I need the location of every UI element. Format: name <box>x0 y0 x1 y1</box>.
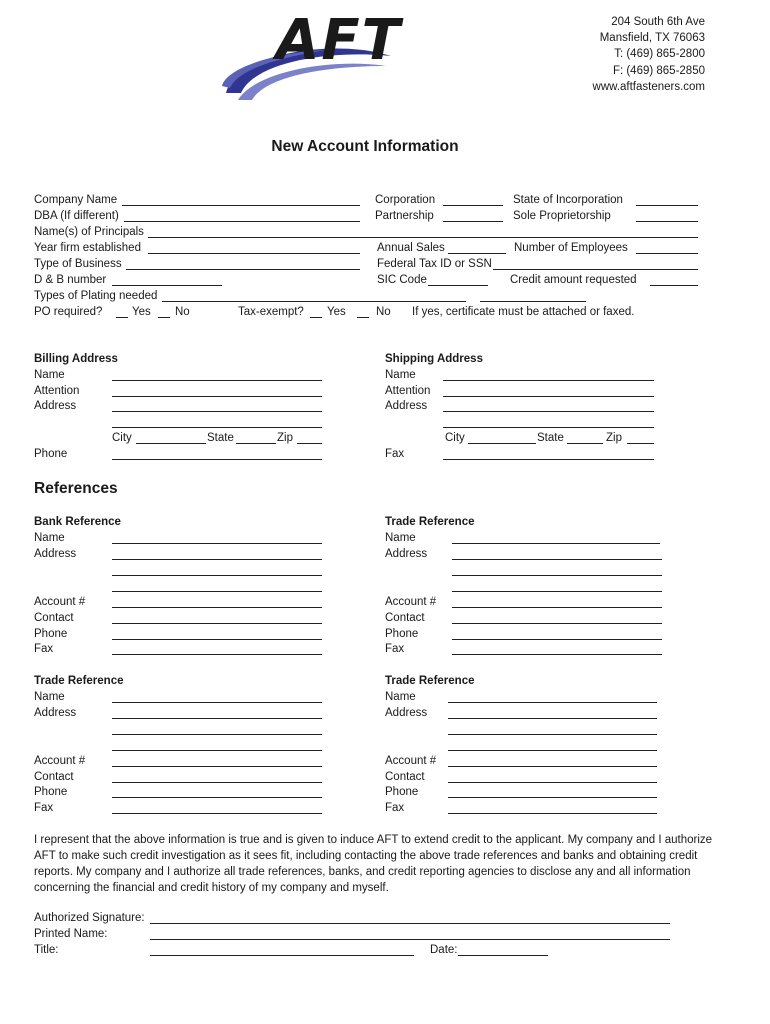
signature-field[interactable] <box>150 923 670 924</box>
company-logo <box>216 8 456 108</box>
trade1-fax-label: Fax <box>385 643 405 655</box>
dba-label: DBA (If different) <box>34 210 119 222</box>
company-fax: F: (469) 865-2850 <box>612 64 705 77</box>
shipping-attention-label: Attention <box>385 385 431 397</box>
certificate-note: If yes, certificate must be attached or faxed. <box>412 306 635 318</box>
shipping-state-label: State <box>537 432 564 444</box>
billing-attention-field[interactable] <box>112 396 322 397</box>
shipping-address-label: Address <box>385 400 428 412</box>
trade3-fax-label: Fax <box>385 802 405 814</box>
billing-zip-label: Zip <box>277 432 293 444</box>
principals-label: Name(s) of Principals <box>34 226 144 238</box>
sic-code-field[interactable] <box>428 285 488 286</box>
tax-yes-field[interactable] <box>310 317 322 318</box>
trade1-account-label: Account # <box>385 596 437 608</box>
company-website[interactable]: www.aftfasteners.com <box>592 80 705 93</box>
type-of-business-field[interactable] <box>126 269 360 270</box>
page-title: New Account Information <box>271 138 459 155</box>
billing-name-label: Name <box>34 369 65 381</box>
trade3-address-label: Address <box>385 707 428 719</box>
billing-heading: Billing Address <box>34 353 118 365</box>
credit-requested-field[interactable] <box>650 285 698 286</box>
dba-field[interactable] <box>124 221 360 222</box>
annual-sales-label: Annual Sales <box>377 242 445 254</box>
bank-contact-field[interactable] <box>112 623 322 624</box>
trade3-phone-label: Phone <box>385 786 419 798</box>
trade-reference-3-heading: Trade Reference <box>385 675 475 687</box>
company-address <box>593 14 705 95</box>
trade-reference-1-heading: Trade Reference <box>385 516 475 528</box>
printed-name-label: Printed Name: <box>34 928 108 940</box>
po-no-field[interactable] <box>158 317 170 318</box>
trade2-address-field[interactable] <box>112 718 322 719</box>
po-no-label: No <box>175 306 190 318</box>
shipping-name-field[interactable] <box>443 380 654 381</box>
billing-phone-label: Phone <box>34 448 68 460</box>
sole-proprietorship-field[interactable] <box>636 221 698 222</box>
partnership-field[interactable] <box>443 221 503 222</box>
trade3-address-field-3[interactable] <box>448 750 657 751</box>
state-of-incorporation-field[interactable] <box>636 205 698 206</box>
signature-label: Authorized Signature: <box>34 912 145 924</box>
shipping-fax-label: Fax <box>385 448 405 460</box>
shipping-address-field[interactable] <box>443 411 654 412</box>
bank-fax-field[interactable] <box>112 654 322 655</box>
address-line1: 204 South 6th Ave <box>611 16 705 28</box>
bank-phone-field[interactable] <box>112 639 322 640</box>
title-field[interactable] <box>150 955 414 956</box>
printed-name-field[interactable] <box>150 939 670 940</box>
po-yes-label: Yes <box>132 306 151 318</box>
shipping-city-label: City <box>445 432 465 444</box>
billing-address-field[interactable] <box>112 411 322 412</box>
year-established-field[interactable] <box>148 253 360 254</box>
types-of-plating-label: Types of Plating needed <box>34 290 158 302</box>
billing-address-label: Address <box>34 400 77 412</box>
trade1-address-field[interactable] <box>452 559 662 560</box>
date-field[interactable] <box>458 955 548 956</box>
annual-sales-field[interactable] <box>448 253 506 254</box>
trade1-account-field[interactable] <box>452 607 662 608</box>
bank-fax-label: Fax <box>34 643 54 655</box>
shipping-zip-label: Zip <box>606 432 622 444</box>
trade3-phone-field[interactable] <box>448 797 657 798</box>
year-established-label: Year firm established <box>34 242 141 254</box>
shipping-name-label: Name <box>385 369 416 381</box>
trade2-account-field[interactable] <box>112 766 322 767</box>
trade2-address-field-3[interactable] <box>112 750 322 751</box>
types-of-plating-field-2[interactable] <box>480 301 586 302</box>
company-phone: T: (469) 865-2800 <box>614 48 705 61</box>
trade1-phone-label: Phone <box>385 628 419 640</box>
trade3-address-field-2[interactable] <box>448 734 657 735</box>
corporation-label: Corporation <box>375 194 436 206</box>
trade1-address-field-3[interactable] <box>452 591 662 592</box>
trade3-name-field[interactable] <box>448 702 657 703</box>
number-of-employees-label: Number of Employees <box>514 242 628 254</box>
shipping-heading: Shipping Address <box>385 353 483 365</box>
bank-address-field[interactable] <box>112 559 322 560</box>
shipping-attention-field[interactable] <box>443 396 654 397</box>
references-heading: References <box>34 480 118 497</box>
trade2-name-label: Name <box>34 691 65 703</box>
federal-tax-id-field[interactable] <box>493 269 698 270</box>
number-of-employees-field[interactable] <box>636 253 698 254</box>
trade3-contact-field[interactable] <box>448 782 657 783</box>
partnership-label: Partnership <box>375 210 434 222</box>
trade1-contact-label: Contact <box>385 612 425 624</box>
bank-account-field[interactable] <box>112 607 322 608</box>
po-required-label: PO required? <box>34 306 103 318</box>
title-label: Title: <box>34 944 59 956</box>
billing-attention-label: Attention <box>34 385 80 397</box>
trade1-address-field-2[interactable] <box>452 575 662 576</box>
types-of-plating-field[interactable] <box>162 301 466 302</box>
trade1-address-label: Address <box>385 548 428 560</box>
authorization-statement: I represent that the above information is true and is given to induce AFT to extend credit to the applicant. My company and I authorize AFT to make such credit investigation as it sees fit, including contacting the above trade references and banks and obtaining credit reports. My company and I authorize all trade references, banks, and credit reporting agencies to disclose any and all information concerning the financial and credit history of my company and myself. <box>34 834 713 894</box>
bank-name-label: Name <box>34 532 65 544</box>
trade1-phone-field[interactable] <box>452 639 662 640</box>
trade2-phone-label: Phone <box>34 786 68 798</box>
trade2-phone-field[interactable] <box>112 797 322 798</box>
trade2-contact-label: Contact <box>34 771 74 783</box>
state-of-incorporation-label: State of Incorporation <box>513 194 623 206</box>
tax-no-field[interactable] <box>357 317 369 318</box>
trade2-account-label: Account # <box>34 755 86 767</box>
tax-yes-label: Yes <box>327 306 346 318</box>
federal-tax-id-label: Federal Tax ID or SSN <box>377 258 492 270</box>
principals-field[interactable] <box>148 237 698 238</box>
db-number-field[interactable] <box>112 285 222 286</box>
billing-state-field[interactable] <box>236 443 276 444</box>
trade1-name-label: Name <box>385 532 416 544</box>
trade2-fax-label: Fax <box>34 802 54 814</box>
sole-proprietorship-label: Sole Proprietorship <box>513 210 611 222</box>
logo-text: AFT <box>276 8 402 73</box>
trade3-address-field[interactable] <box>448 718 657 719</box>
billing-name-field[interactable] <box>112 380 322 381</box>
trade3-account-label: Account # <box>385 755 437 767</box>
trade3-name-label: Name <box>385 691 416 703</box>
trade1-fax-field[interactable] <box>452 654 662 655</box>
db-number-label: D & B number <box>34 274 107 286</box>
billing-state-label: State <box>207 432 234 444</box>
shipping-fax-field[interactable] <box>443 459 654 460</box>
trade2-fax-field[interactable] <box>112 813 322 814</box>
bank-phone-label: Phone <box>34 628 68 640</box>
bank-account-label: Account # <box>34 596 86 608</box>
billing-zip-field[interactable] <box>297 443 322 444</box>
company-name-field[interactable] <box>122 205 360 206</box>
billing-city-label: City <box>112 432 132 444</box>
trade1-contact-field[interactable] <box>452 623 662 624</box>
trade2-name-field[interactable] <box>112 702 322 703</box>
bank-name-field[interactable] <box>112 543 322 544</box>
trade1-name-field[interactable] <box>452 543 660 544</box>
trade3-account-field[interactable] <box>448 766 657 767</box>
billing-address-field-2[interactable] <box>112 427 322 428</box>
type-of-business-label: Type of Business <box>34 258 122 270</box>
po-yes-field[interactable] <box>116 317 128 318</box>
sic-code-label: SIC Code <box>377 274 427 286</box>
billing-city-field[interactable] <box>136 443 206 444</box>
bank-reference-heading: Bank Reference <box>34 516 121 528</box>
shipping-city-field[interactable] <box>468 443 536 444</box>
address-line2: Mansfield, TX 76063 <box>599 32 705 45</box>
tax-exempt-label: Tax-exempt? <box>238 306 304 318</box>
trade2-address-label: Address <box>34 707 77 719</box>
billing-phone-field[interactable] <box>112 459 322 460</box>
shipping-address-field-2[interactable] <box>443 427 654 428</box>
bank-address-field-3[interactable] <box>112 591 322 592</box>
credit-requested-label: Credit amount requested <box>510 274 637 286</box>
date-label: Date: <box>430 944 458 956</box>
trade2-address-field-2[interactable] <box>112 734 322 735</box>
shipping-state-field[interactable] <box>567 443 603 444</box>
bank-address-label: Address <box>34 548 77 560</box>
bank-contact-label: Contact <box>34 612 74 624</box>
shipping-zip-field[interactable] <box>627 443 654 444</box>
trade2-contact-field[interactable] <box>112 782 322 783</box>
tax-no-label: No <box>376 306 391 318</box>
company-name-label: Company Name <box>34 194 118 206</box>
corporation-field[interactable] <box>443 205 503 206</box>
bank-address-field-2[interactable] <box>112 575 322 576</box>
trade3-contact-label: Contact <box>385 771 425 783</box>
trade-reference-2-heading: Trade Reference <box>34 675 124 687</box>
trade3-fax-field[interactable] <box>448 813 657 814</box>
